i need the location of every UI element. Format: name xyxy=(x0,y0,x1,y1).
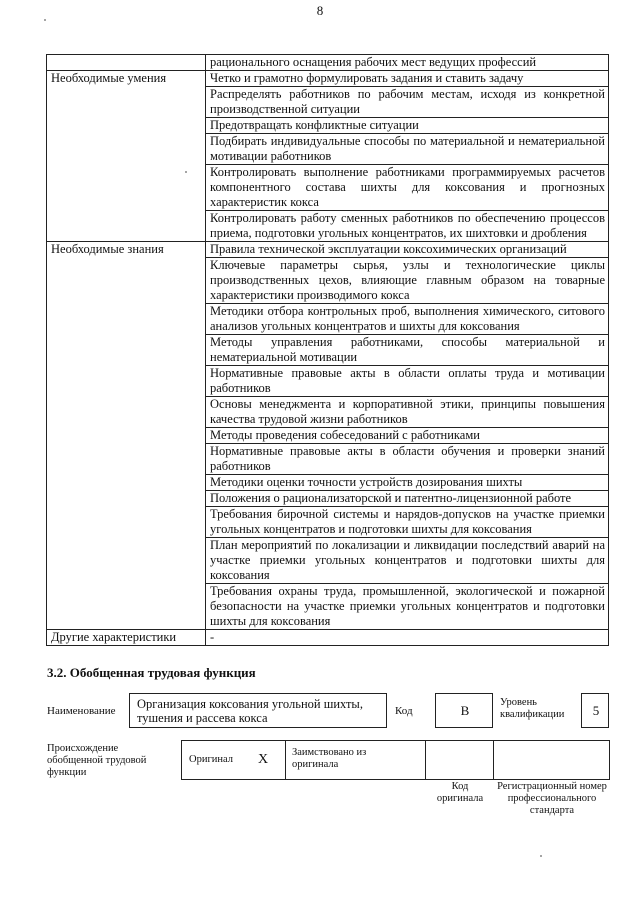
row-label xyxy=(47,55,206,71)
name-value: Организация коксования угольной шихты, тушения и рассева кокса xyxy=(137,697,363,725)
row-item: Методики оценки точности устройств дозирования шихты xyxy=(206,475,609,491)
competency-table xyxy=(46,54,609,646)
row-item: Контролировать работу сменных работников по обеспечению процессов приема, подготовки угольных концентратов, их шихтовки и дробления xyxy=(206,211,609,242)
row-item: Основы менеджмента и корпоративной этики, принципы повышения качества трудовой жизни работников xyxy=(206,397,609,428)
row-item: Ключевые параметры сырья, узлы и технологические циклы производственных цехов, влияющие главным образом на товарные характеристики производимого кокса xyxy=(206,258,609,304)
row-item: Требования бирочной системы и нарядов-допусков на участке приемки угольных концентратов и подготовки шихты для коксования xyxy=(206,507,609,538)
level-label: Уровень квалификации xyxy=(500,697,565,720)
row-item: Нормативные правовые акты в области оплаты труда и мотивации работников xyxy=(206,366,609,397)
reg-number-caption: Регистрационный номер профессионального стандарта xyxy=(497,781,607,816)
code-label: Код xyxy=(395,705,413,717)
name-label: Наименование xyxy=(47,705,116,717)
row-item: Контролировать выполнение работниками программируемых расчетов компонентного состава шихты для коксования и прогнозных характеристик кокса xyxy=(206,165,609,211)
borrowed-label: Заимствовано из оригинала xyxy=(292,747,367,770)
row-item: Требования охраны труда, промышленной, экологической и пожарной безопасности на участке приемки угольных концентратов и подготовки шихты для коксования xyxy=(206,584,609,630)
row-item: Методы проведения собеседований с работниками xyxy=(206,428,609,444)
row-item: Предотвращать конфликтные ситуации xyxy=(206,118,609,134)
level-box xyxy=(581,693,609,728)
row-item: Четко и грамотно формулировать задания и ставить задачу xyxy=(206,71,609,87)
row-item: План мероприятий по локализации и ликвидации последствий аварий на участке приемки угольных концентратов и подготовки шихты для коксования xyxy=(206,538,609,584)
row-label: Необходимые знания xyxy=(47,242,206,630)
origin-label: Происхождение обобщенной трудовой функции xyxy=(47,743,147,778)
code-box xyxy=(435,693,493,728)
row-label: Другие характеристики xyxy=(47,630,206,646)
table-row xyxy=(47,55,609,71)
row-item: Положения о рационализаторской и патентно-лицензионной работе xyxy=(206,491,609,507)
page-number: 8 xyxy=(316,3,324,18)
code-original-caption: Код оригинала xyxy=(436,781,484,804)
table-row xyxy=(47,630,609,646)
row-item: Нормативные правовые акты в области обучения и проверки знаний работников xyxy=(206,444,609,475)
table-row xyxy=(47,242,609,258)
row-item: Подбирать индивидуальные способы по материальной и нематериальной мотивации работников xyxy=(206,134,609,165)
original-mark: X xyxy=(258,752,269,767)
origin-box xyxy=(181,740,610,780)
section-title: 3.2. Обобщенная трудовая функция xyxy=(47,665,256,680)
level-value: 5 xyxy=(592,703,600,718)
row-item: Методики отбора контрольных проб, выполнения химического, ситового анализов угольных концентратов и шихты для коксования xyxy=(206,304,609,335)
row-item: рационального оснащения рабочих мест ведущих профессий xyxy=(206,55,609,71)
row-item: - xyxy=(206,630,609,646)
row-item: Правила технической эксплуатации коксохимических организаций xyxy=(206,242,609,258)
code-value: В xyxy=(460,703,470,718)
row-item: Методы управления работниками, способы материальной и нематериальной мотивации xyxy=(206,335,609,366)
row-label: Необходимые умения xyxy=(47,71,206,242)
row-item: Распределять работников по рабочим местам, исходя из конкретной производственной ситуации xyxy=(206,87,609,118)
table-row xyxy=(47,71,609,87)
original-label: Оригинал xyxy=(189,754,233,765)
name-box xyxy=(129,693,387,728)
